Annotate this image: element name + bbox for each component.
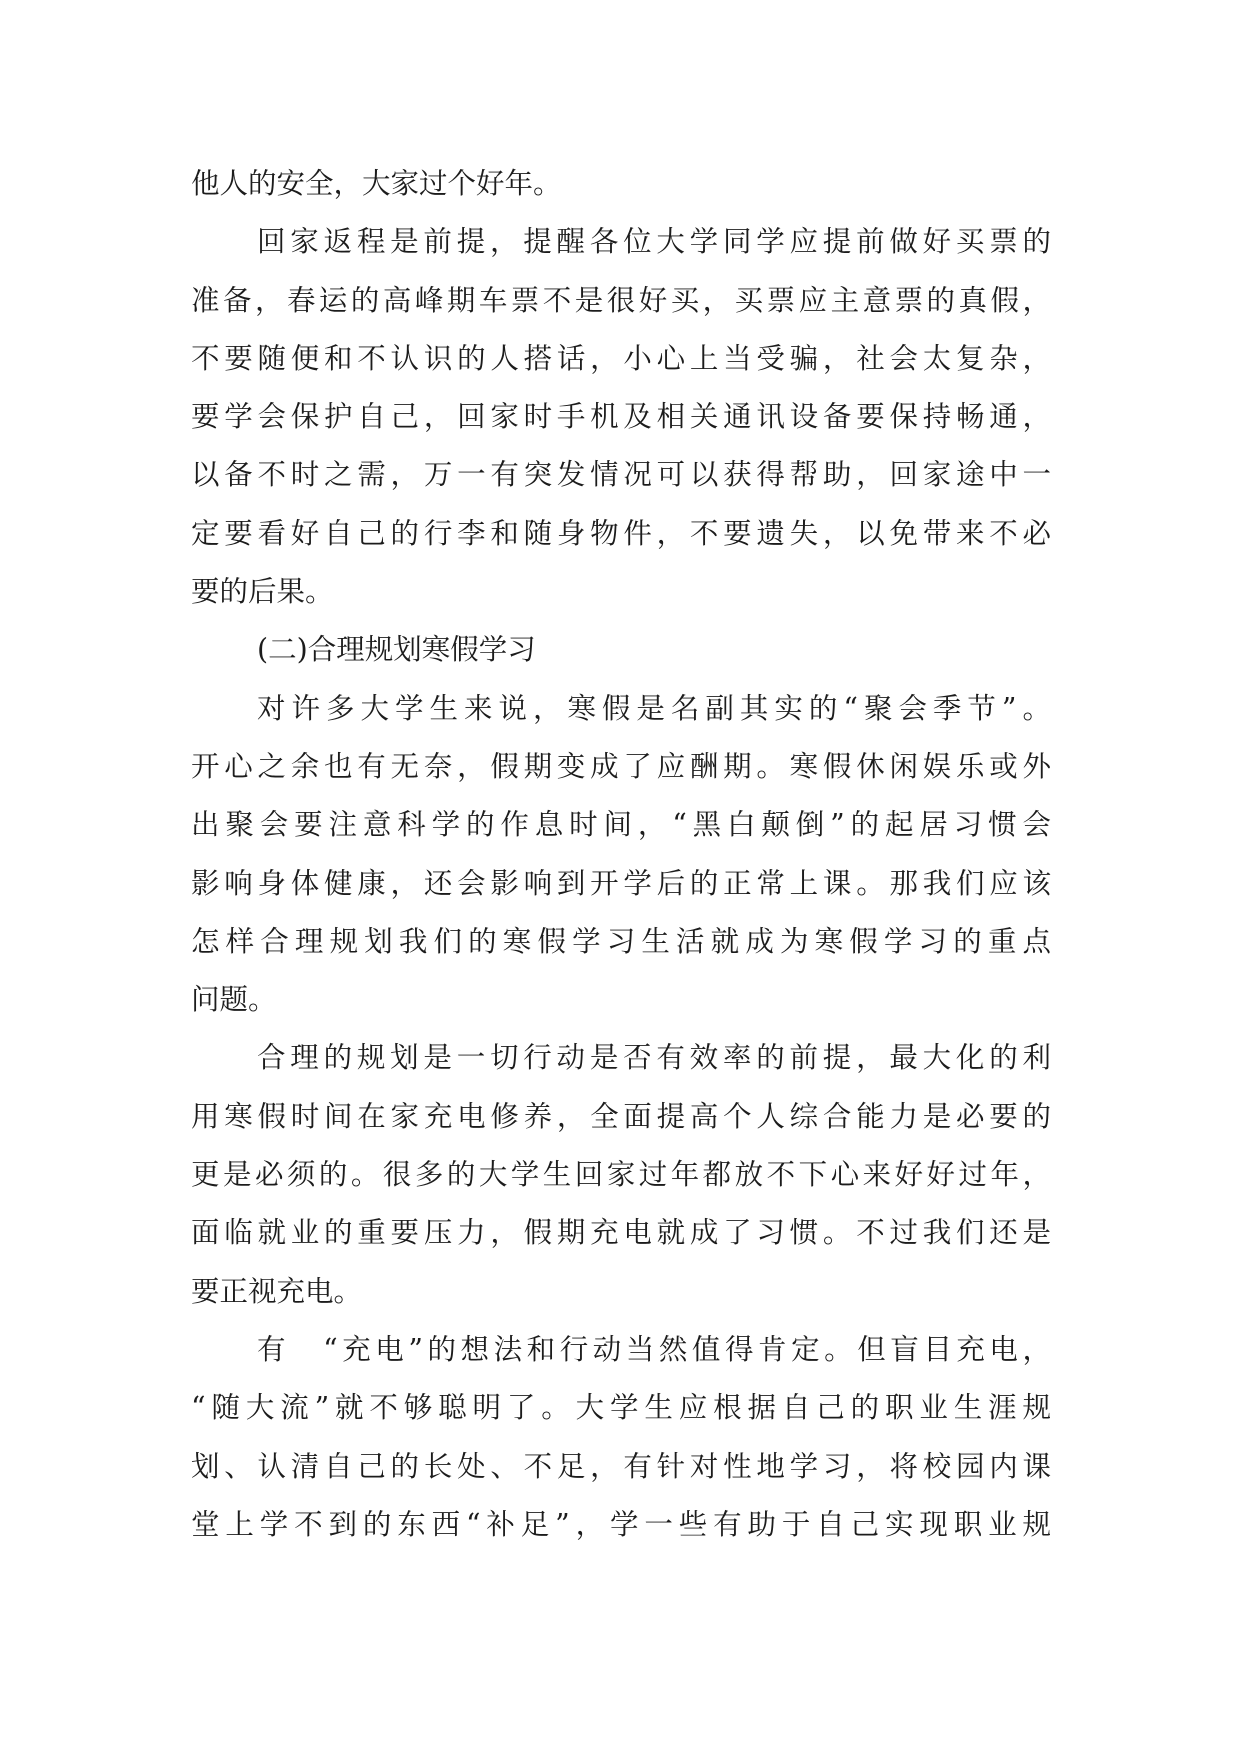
paragraph-first-line: 有 “充电”的想法和行动当然值得肯定。但盲目充电， <box>257 1332 1051 1366</box>
text-line: 他人的安全，大家过个好年。 <box>191 167 562 200</box>
text-line: 要的后果。 <box>191 575 334 609</box>
text-line: 问题。 <box>191 983 277 1017</box>
text-line: 面临就业的重要压力，假期充电就成了习惯。不过我们还是 <box>191 1216 1051 1250</box>
text-line: 影响身体健康，还会影响到开学后的正常上课。那我们应该 <box>191 866 1051 900</box>
text-line: 以备不时之需，万一有突发情况可以获得帮助，回家途中一 <box>191 458 1051 492</box>
text-line: 准备，春运的高峰期车票不是很好买，买票应主意票的真假， <box>191 283 1051 317</box>
document-body <box>191 155 1051 1554</box>
paragraph-first-line: 合理的规划是一切行动是否有效率的前提，最大化的利 <box>257 1041 1051 1075</box>
text-line: 开心之余也有无奈，假期变成了应酬期。寒假休闲娱乐或外 <box>191 749 1051 783</box>
text-line: 出聚会要注意科学的作息时间，“黑白颠倒”的起居习惯会 <box>191 808 1051 842</box>
text-line: 用寒假时间在家充电修养，全面提高个人综合能力是必要的 <box>191 1099 1051 1133</box>
text-line: 要学会保护自己，回家时手机及相关通讯设备要保持畅通， <box>191 400 1051 434</box>
paragraph-first-line: 对许多大学生来说，寒假是名副其实的“聚会季节”。 <box>257 691 1051 725</box>
text-line: 划、认清自己的长处、不足，有针对性地学习，将校园内课 <box>191 1449 1051 1483</box>
text-line: 怎样合理规划我们的寒假学习生活就成为寒假学习的重点 <box>191 924 1051 958</box>
section-heading: (二)合理规划寒假学习 <box>257 633 536 667</box>
text-line: 更是必须的。很多的大学生回家过年都放不下心来好好过年， <box>191 1158 1051 1192</box>
paragraph-first-line: 回家返程是前提，提醒各位大学同学应提前做好买票的 <box>257 225 1051 259</box>
text-line: 堂上学不到的东西“补足”，学一些有助于自己实现职业规 <box>191 1507 1051 1541</box>
text-line: 定要看好自己的行李和随身物件，不要遗失，以免带来不必 <box>191 516 1051 550</box>
text-line: 不要随便和不认识的人搭话，小心上当受骗，社会太复杂， <box>191 341 1051 375</box>
text-line: “随大流”就不够聪明了。大学生应根据自己的职业生涯规 <box>191 1391 1051 1425</box>
text-line: 要正视充电。 <box>191 1274 363 1308</box>
